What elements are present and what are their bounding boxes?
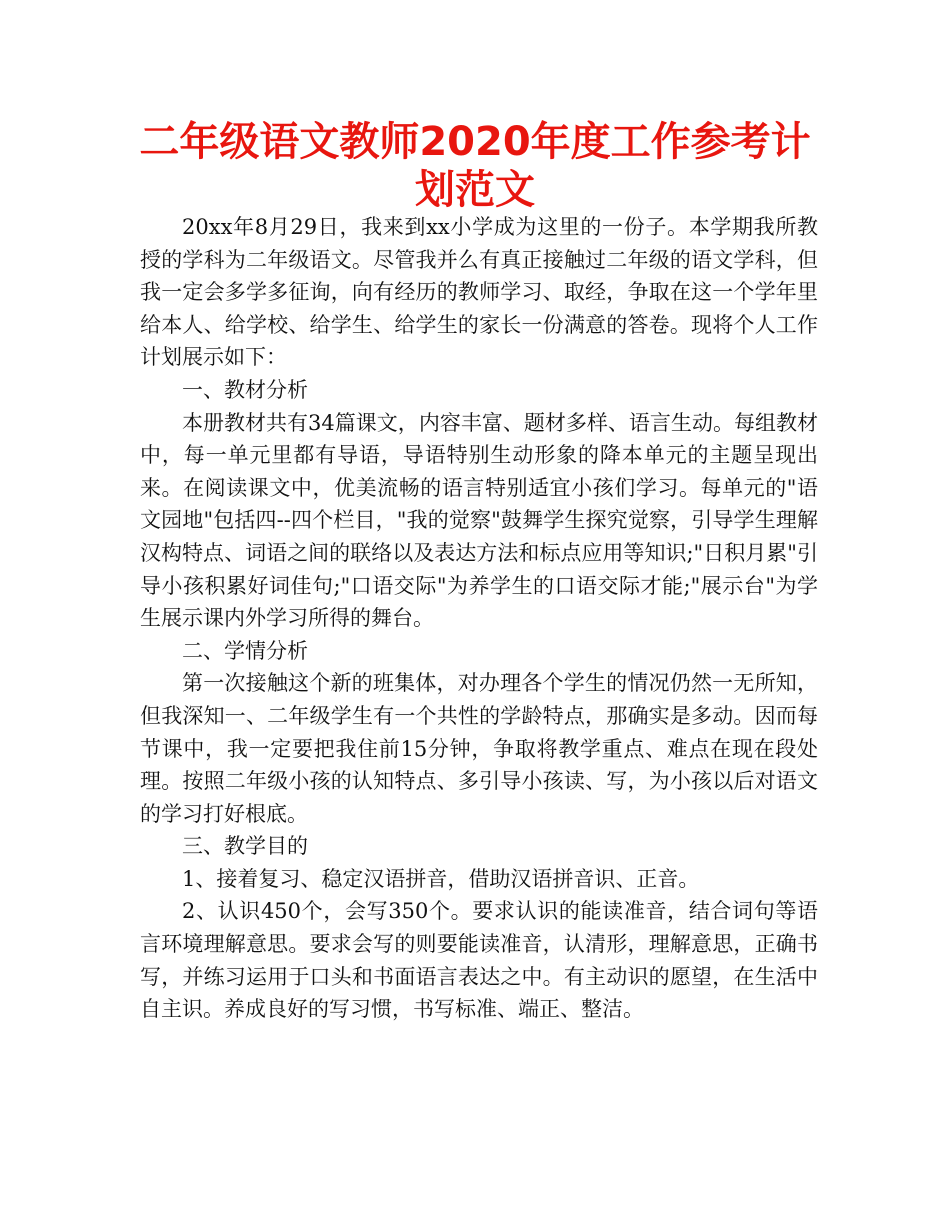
paragraph-student-analysis: 第一次接触这个新的班集体，对办理各个学生的情况仍然一无所知，但我深知一、二年级学生有一个共性的学龄特点，那确实是多动。因而每节课中，我一定要把我住前15分钟，争取将教学重点、难点在现在段处理。按照二年级小孩的认知特点、多引导小孩读、写，为小孩以后对语文的学习打好根底。 bbox=[140, 671, 818, 826]
paragraph-goal-1: 1、接着复习、稳定汉语拼音，借助汉语拼音识、正音。 bbox=[182, 866, 700, 891]
paragraph-goal-2: 2、认识450个，会写350个。要求认识的能读准音，结合词句等语言环境理解意思。要求会写的则要能读准音，认清形，理解意思，正确书写，并练习运用于口头和书面语言表达之中。有主动识的愿望，在生活中自主识。养成良好的写习惯，书写标准、端正、整洁。 bbox=[140, 899, 818, 1022]
heading-teaching-goals: 三、教学目的 bbox=[182, 834, 308, 859]
document-body bbox=[140, 211, 818, 1026]
heading-student-analysis: 二、学情分析 bbox=[182, 638, 308, 663]
heading-textbook-analysis: 一、教材分析 bbox=[182, 377, 308, 402]
paragraph-textbook-analysis: 本册教材共有34篇课文，内容丰富、题材多样、语言生动。每组教材中，每一单元里都有导语，导语特别生动形象的降本单元的主题呈现出来。在阅读课文中，优美流畅的语言特别适宜小孩们学习。每单元的"语文园地"包括四--四个栏目，"我的觉察"鼓舞学生探究觉察，引导学生理解汉构特点、词语之间的联络以及表达方法和标点应用等知识;"日积月累"引导小孩积累好词佳句;"口语交际"为养学生的口语交际才能;"展示台"为学生展示课内外学习所得的舞台。 bbox=[140, 410, 818, 631]
document-title: 二年级语文教师2020年度工作参考计划范文 bbox=[139, 119, 811, 213]
paragraph-intro: 20xx年8月29日，我来到xx小学成为这里的一份子。本学期我所教授的学科为二年级语文。尽管我并么有真正接触过二年级的语文学科，但我一定会多学多征询，向有经历的教师学习、取经，争取在这一个学年里给本人、给学校、给学生、给学生的家长一份满意的答卷。现将个人工作计划展示如下： bbox=[140, 215, 818, 370]
